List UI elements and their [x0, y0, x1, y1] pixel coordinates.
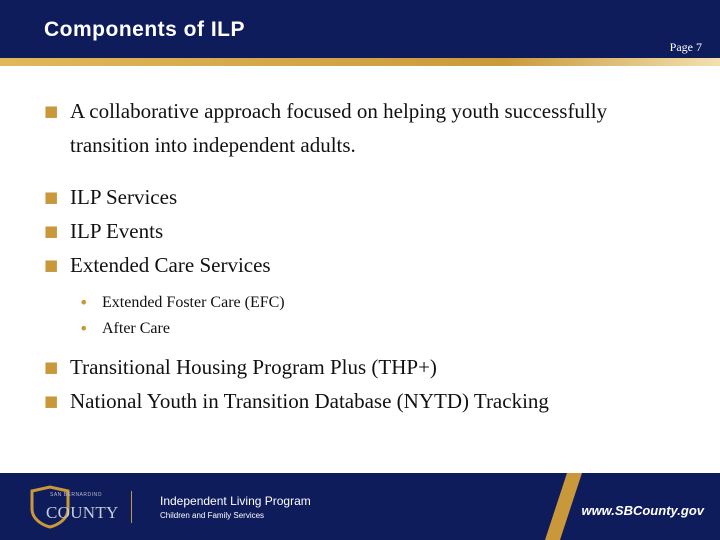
website-link[interactable]: www.SBCounty.gov — [581, 503, 704, 518]
bullet-nytd — [44, 384, 684, 418]
sub-bullet-aftercare — [44, 316, 684, 342]
slide-title: Components of ILP — [44, 18, 245, 41]
round-bullet-icon: • — [79, 293, 89, 312]
program-name: Independent Living Program — [160, 494, 311, 508]
sub-bullet-text: Extended Foster Care (EFC) — [102, 294, 285, 311]
square-bullet-icon: ■ — [44, 188, 59, 206]
bullet-extended-care — [44, 248, 684, 282]
square-bullet-icon: ■ — [44, 256, 59, 274]
square-bullet-icon: ■ — [44, 222, 59, 240]
bullet-text: National Youth in Transition Database (NYTD) Tracking — [70, 389, 549, 413]
bullet-ilp-services — [44, 180, 684, 214]
square-bullet-icon: ■ — [44, 102, 59, 120]
bullet-text: ILP Services — [70, 185, 178, 209]
sub-bullet-text: After Care — [102, 320, 170, 337]
page-number: Page 7 — [669, 40, 702, 54]
square-bullet-icon: ■ — [44, 392, 59, 410]
content-bullets — [44, 94, 684, 418]
bullet-intro-text: A collaborative approach focused on helping youth successfully transition into independent adults. — [70, 99, 608, 157]
bullet-text: Extended Care Services — [70, 253, 271, 277]
round-bullet-icon: • — [79, 319, 89, 338]
slide-footer — [0, 473, 720, 540]
program-department: Children and Family Services — [160, 511, 265, 520]
square-bullet-icon: ■ — [44, 358, 59, 376]
logo-small-text: SAN BERNARDINO — [50, 492, 103, 498]
slide-header — [0, 0, 720, 66]
bullet-text: Transitional Housing Program Plus (THP+) — [70, 355, 437, 379]
header-gold-stripe — [0, 58, 720, 66]
bullet-thp-plus — [44, 350, 684, 384]
logo-county-text: COUNTY — [46, 503, 119, 522]
sub-bullet-efc — [44, 290, 684, 316]
bullet-intro — [44, 94, 684, 162]
bullet-ilp-events — [44, 214, 684, 248]
bullet-text: ILP Events — [70, 219, 164, 243]
county-logo — [28, 485, 138, 529]
footer-divider — [131, 491, 132, 523]
